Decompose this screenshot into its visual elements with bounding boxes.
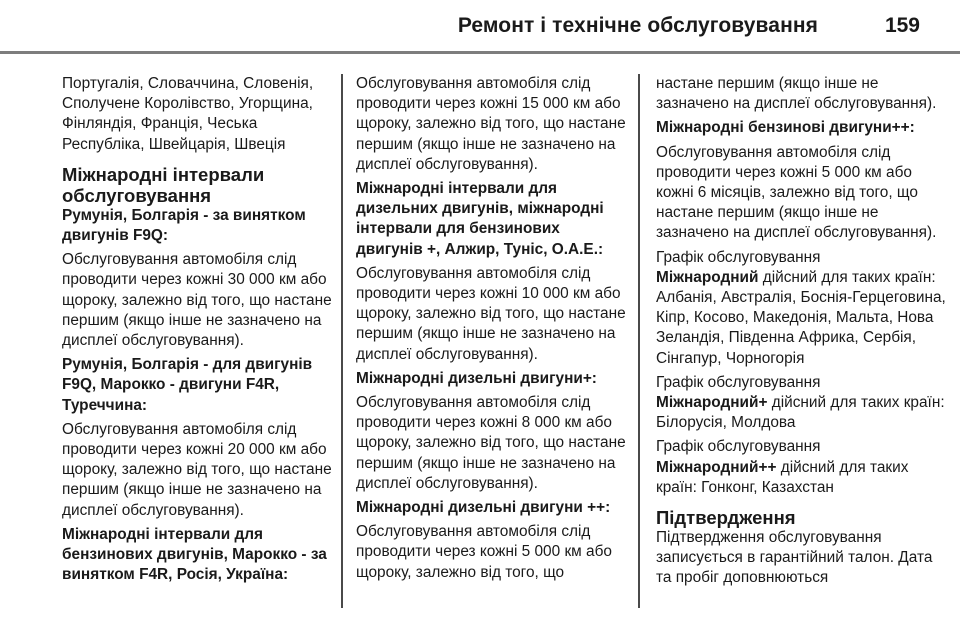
subheading-diesel-plus-plus: Міжнародні дизельні двигуни ++:: [356, 499, 611, 517]
section-heading-international-intervals: Міжнародні інтервали обслуговування: [62, 163, 265, 206]
paragraph-30000-km: Обслуговування автомобіля слід проводити через кожні 30 000 км або щороку, залежно від того, що настане першим (якщо інше не зазначено на дисплеї обслуговування).: [62, 251, 332, 350]
paragraph-5000-km-6-months: Обслуговування автомобіля слід проводити через кожні 5 000 км або кожні 6 місяців, залежно від того, що настане першим (якщо інше не зазначено на дисплеї обслуговування).: [656, 143, 937, 242]
header-rule: [0, 51, 960, 54]
column-divider-2: [638, 74, 640, 608]
subheading-international-diesel: Міжнародні інтервали для дизельних двигунів, міжнародні інтервали для бензинових двигунів +, Алжир, Туніс, О.А.Е.:: [356, 180, 604, 258]
schedule-international: [656, 248, 946, 369]
paragraph-5000-km: Обслуговування автомобіля слід проводити через кожні 5 000 км або щороку, залежно від того, що: [356, 523, 612, 581]
schedule-countries: дійсний для таких країн: Албанія, Австралія, Боснія-Герцеговина, Кіпр, Косово, Македонія, Мальта, Нова Зеландія, Південна Африка, Сербія, Сінгапур, Чорногорія: [656, 268, 946, 367]
schedule-name: Міжнародний+: [656, 394, 768, 412]
subheading-international-petrol: Міжнародні інтервали для бензинових двигунів, Марокко - за винятком F4R, Росія, Україна:: [62, 525, 327, 584]
schedule-intro: Графік обслуговування: [656, 248, 821, 266]
paragraph-8000-km: Обслуговування автомобіля слід проводити через кожні 8 000 км або щороку, залежно від того, що настане першим (якщо інше не зазначено на дисплеї обслуговування).: [356, 394, 626, 492]
page-number: 159: [884, 14, 920, 37]
schedule-international-plus-plus: [656, 437, 946, 498]
column-divider-1: [341, 74, 343, 608]
subheading-petrol-plus-plus: Міжнародні бензинові двигуни++:: [656, 119, 915, 137]
schedule-countries: дійсний для таких країн: Гонконг, Казахстан: [656, 458, 909, 496]
schedule-name: Міжнародний++: [656, 458, 777, 476]
paragraph-10000-km: Обслуговування автомобіля слід проводити через кожні 10 000 км або щороку, залежно від того, що настане першим (якщо інше не зазначено на дисплеї обслуговування).: [356, 264, 626, 363]
page-title: Ремонт і технічне обслуговування: [457, 14, 818, 37]
subheading-romania-bulgaria-except-f9q: Румунія, Болгарія - за винятком двигунів F9Q:: [62, 206, 306, 245]
schedule-intro: Графік обслуговування: [656, 438, 821, 456]
paragraph-15000-km: Обслуговування автомобіля слід проводити через кожні 15 000 км або щороку, залежно від того, що настане першим (якщо інше не зазначено на дисплеї обслуговування).: [356, 75, 626, 173]
section-heading-confirmation: Підтвердження: [656, 507, 796, 529]
subheading-diesel-plus: Міжнародні дизельні двигуни+:: [356, 369, 597, 387]
schedule-countries: дійсний для таких країн: Білорусія, Молдова: [656, 394, 945, 432]
paragraph-continuation: настане першим (якщо інше не зазначено на дисплеї обслуговування).: [656, 75, 937, 113]
column-2: [356, 74, 628, 587]
column-1: [62, 74, 334, 589]
subheading-f9q-f4r-turkey: Румунія, Болгарія - для двигунів F9Q, Марокко - двигуни F4R, Туреччина:: [62, 356, 313, 414]
country-list-paragraph: Португалія, Словаччина, Словенія, Сполучене Королівство, Угорщина, Фінляндія, Франція, Чеська Республіка, Швейцарія, Швеція: [62, 75, 314, 153]
page-header: [0, 0, 960, 52]
column-3: [656, 74, 946, 593]
schedule-name: Міжнародний: [656, 268, 759, 286]
schedule-intro: Графік обслуговування: [656, 373, 821, 391]
schedule-international-plus: [656, 373, 946, 434]
paragraph-confirmation: Підтвердження обслуговування записується в гарантійний талон. Дата та пробіг доповнюються: [656, 529, 933, 587]
paragraph-20000-km: Обслуговування автомобіля слід проводити через кожні 20 000 км або щороку, залежно від того, що настане першим (якщо інше не зазначено на дисплеї обслуговування).: [62, 420, 332, 519]
